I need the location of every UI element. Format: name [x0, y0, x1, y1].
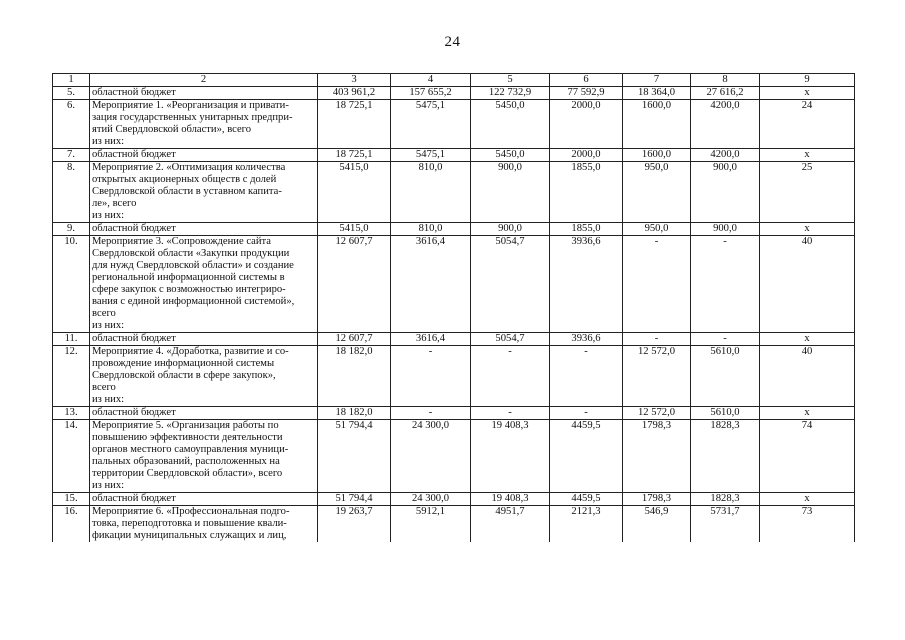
value-cell: 12 572,0 — [623, 407, 691, 420]
value-cell: 5731,7 — [691, 506, 760, 543]
row-name: Мероприятие 2. «Оптимизация количества открытых акционерных обществ с долей Свердловской области в уставном капита- ле», всего из них: — [90, 162, 318, 223]
value-cell: - — [550, 407, 623, 420]
value-cell: 546,9 — [623, 506, 691, 543]
value-cell: 3936,6 — [550, 236, 623, 333]
table-row — [53, 100, 855, 149]
table-header-row — [53, 74, 855, 87]
value-cell: - — [691, 236, 760, 333]
header-cell: 5 — [471, 74, 550, 87]
value-cell: 5415,0 — [318, 162, 391, 223]
value-cell: 19 263,7 — [318, 506, 391, 543]
value-cell: 18 182,0 — [318, 407, 391, 420]
table-row — [53, 236, 855, 333]
value-cell: 1855,0 — [550, 223, 623, 236]
row-number: 9. — [53, 223, 90, 236]
row-name: областной бюджет — [90, 493, 318, 506]
value-cell: 950,0 — [623, 223, 691, 236]
value-cell: 73 — [760, 506, 855, 543]
row-number: 5. — [53, 87, 90, 100]
value-cell: - — [691, 333, 760, 346]
value-cell: 18 725,1 — [318, 149, 391, 162]
value-cell: 12 607,7 — [318, 333, 391, 346]
value-cell: - — [471, 346, 550, 407]
value-cell: х — [760, 407, 855, 420]
header-cell: 9 — [760, 74, 855, 87]
value-cell: 5475,1 — [391, 100, 471, 149]
header-cell: 2 — [90, 74, 318, 87]
value-cell: 2000,0 — [550, 149, 623, 162]
table-row — [53, 223, 855, 236]
table-row — [53, 420, 855, 493]
value-cell: 900,0 — [471, 223, 550, 236]
table-row — [53, 333, 855, 346]
row-name: областной бюджет — [90, 87, 318, 100]
value-cell: 950,0 — [623, 162, 691, 223]
row-number: 11. — [53, 333, 90, 346]
row-name: областной бюджет — [90, 333, 318, 346]
value-cell: 1798,3 — [623, 420, 691, 493]
value-cell: 4200,0 — [691, 149, 760, 162]
value-cell: 403 961,2 — [318, 87, 391, 100]
value-cell: 1828,3 — [691, 493, 760, 506]
value-cell: 24 300,0 — [391, 493, 471, 506]
value-cell: х — [760, 149, 855, 162]
header-cell: 8 — [691, 74, 760, 87]
value-cell: 1855,0 — [550, 162, 623, 223]
value-cell: х — [760, 223, 855, 236]
value-cell: 3616,4 — [391, 333, 471, 346]
page-number: 24 — [444, 34, 461, 50]
value-cell: 157 655,2 — [391, 87, 471, 100]
value-cell: - — [391, 407, 471, 420]
value-cell: 18 364,0 — [623, 87, 691, 100]
value-cell: - — [391, 346, 471, 407]
header-cell: 7 — [623, 74, 691, 87]
row-name: областной бюджет — [90, 149, 318, 162]
value-cell: 27 616,2 — [691, 87, 760, 100]
row-number: 13. — [53, 407, 90, 420]
value-cell: 51 794,4 — [318, 420, 391, 493]
row-name: Мероприятие 1. «Реорганизация и привати- зация государственных унитарных предпри- ятий Свердловской области», всего из них: — [90, 100, 318, 149]
table-row — [53, 149, 855, 162]
value-cell: 1828,3 — [691, 420, 760, 493]
value-cell: 3936,6 — [550, 333, 623, 346]
row-name: Мероприятие 5. «Организация работы по повышению эффективности деятельности органов местного самоуправления муници- пальных образований, расположенных на территории Свердловской области», всего из них: — [90, 420, 318, 493]
value-cell: 25 — [760, 162, 855, 223]
value-cell: - — [623, 236, 691, 333]
row-number: 16. — [53, 506, 90, 543]
value-cell: 74 — [760, 420, 855, 493]
value-cell: 1600,0 — [623, 100, 691, 149]
value-cell: 40 — [760, 346, 855, 407]
value-cell: 40 — [760, 236, 855, 333]
value-cell: 4459,5 — [550, 420, 623, 493]
value-cell: 5475,1 — [391, 149, 471, 162]
value-cell: 1798,3 — [623, 493, 691, 506]
value-cell: 51 794,4 — [318, 493, 391, 506]
row-name: Мероприятие 6. «Профессиональная подго- товка, переподготовка и повышение квали- фикации муниципальных служащих и лиц, — [90, 506, 318, 543]
value-cell: 122 732,9 — [471, 87, 550, 100]
value-cell: 3616,4 — [391, 236, 471, 333]
value-cell: 24 300,0 — [391, 420, 471, 493]
value-cell: 5415,0 — [318, 223, 391, 236]
value-cell: 18 725,1 — [318, 100, 391, 149]
value-cell: 4200,0 — [691, 100, 760, 149]
value-cell: 5610,0 — [691, 346, 760, 407]
value-cell: 5610,0 — [691, 407, 760, 420]
value-cell: 1600,0 — [623, 149, 691, 162]
value-cell: 77 592,9 — [550, 87, 623, 100]
value-cell: 810,0 — [391, 162, 471, 223]
row-name: Мероприятие 3. «Сопровождение сайта Свердловской области «Закупки продукции для нужд Свердловской области» и создание региональной информационной системы в сфере закупок с возможностью интегриро- вания с единой информационной системой», всего из них: — [90, 236, 318, 333]
table-row — [53, 346, 855, 407]
value-cell: 900,0 — [691, 162, 760, 223]
budget-table — [52, 73, 855, 542]
value-cell: 19 408,3 — [471, 493, 550, 506]
table-row — [53, 506, 855, 543]
row-number: 15. — [53, 493, 90, 506]
header-cell: 6 — [550, 74, 623, 87]
row-number: 12. — [53, 346, 90, 407]
row-name: областной бюджет — [90, 407, 318, 420]
row-number: 8. — [53, 162, 90, 223]
value-cell: - — [623, 333, 691, 346]
value-cell: 2121,3 — [550, 506, 623, 543]
value-cell: 2000,0 — [550, 100, 623, 149]
value-cell: 810,0 — [391, 223, 471, 236]
row-number: 14. — [53, 420, 90, 493]
row-name: Мероприятие 4. «Доработка, развитие и со- провождение информационной системы Свердловской области в сфере закупок», всего из них: — [90, 346, 318, 407]
value-cell: 5450,0 — [471, 100, 550, 149]
table-row — [53, 162, 855, 223]
value-cell: 5054,7 — [471, 333, 550, 346]
value-cell: 24 — [760, 100, 855, 149]
row-number: 7. — [53, 149, 90, 162]
row-number: 10. — [53, 236, 90, 333]
header-cell: 4 — [391, 74, 471, 87]
value-cell: х — [760, 493, 855, 506]
value-cell: - — [471, 407, 550, 420]
value-cell: 19 408,3 — [471, 420, 550, 493]
value-cell: 900,0 — [471, 162, 550, 223]
header-cell: 1 — [53, 74, 90, 87]
value-cell: 5450,0 — [471, 149, 550, 162]
value-cell: х — [760, 87, 855, 100]
value-cell: 900,0 — [691, 223, 760, 236]
value-cell: 5912,1 — [391, 506, 471, 543]
value-cell: 4951,7 — [471, 506, 550, 543]
row-number: 6. — [53, 100, 90, 149]
value-cell: 5054,7 — [471, 236, 550, 333]
value-cell: 4459,5 — [550, 493, 623, 506]
header-cell: 3 — [318, 74, 391, 87]
value-cell: 12 572,0 — [623, 346, 691, 407]
value-cell: 18 182,0 — [318, 346, 391, 407]
value-cell: 12 607,7 — [318, 236, 391, 333]
value-cell: х — [760, 333, 855, 346]
table-row — [53, 87, 855, 100]
table-row — [53, 407, 855, 420]
row-name: областной бюджет — [90, 223, 318, 236]
table-row — [53, 493, 855, 506]
value-cell: - — [550, 346, 623, 407]
